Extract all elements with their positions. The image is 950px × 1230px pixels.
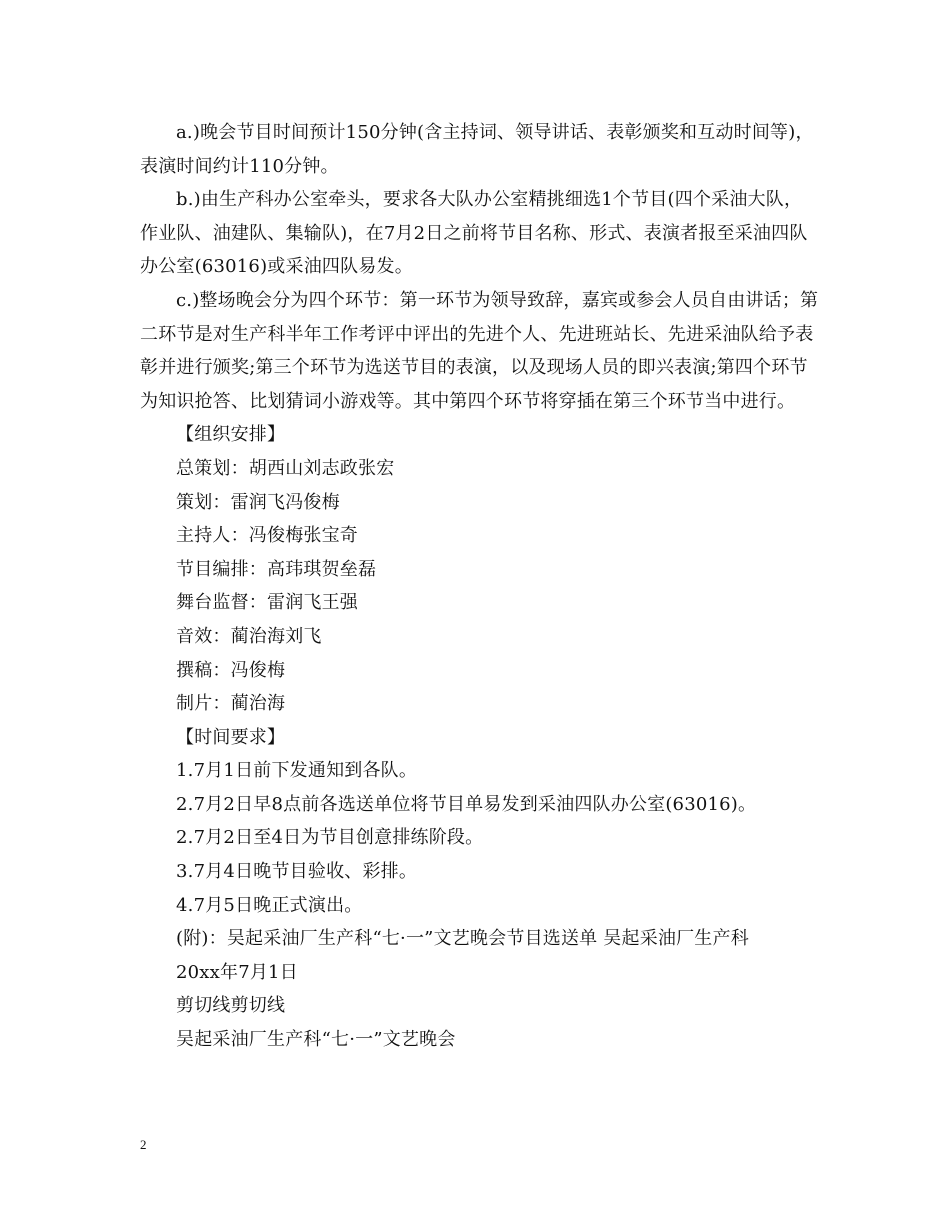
schedule-item: 1.7月1日前下发通知到各队。: [176, 760, 418, 782]
schedule-item: 2.7月2日早8点前各选送单位将节目单易发到采油四队办公室(63016)。: [176, 793, 757, 815]
organization-item-script-writer: 撰稿：冯俊梅: [176, 659, 286, 681]
cut-line: 剪切线剪切线: [176, 995, 286, 1017]
schedule-item: 2.7月2日至4日为节目创意排练阶段。: [176, 827, 484, 849]
paragraph-c: c.)整场晚会分为四个环节：第一环节为领导致辞，嘉宾或参会人员自由讲话；第二环节是对生产科半年工作考评中评出的先进个人、先进班站长、先进采油队给予表彰并进行颁奖;第三个环节为选送节目的表演，以及现场人员的即兴表演;第四个环节为知识抢答、比划猜词小游戏等。其中第四个环节将穿插在第三个环节当中进行。: [140, 289, 819, 412]
paragraph-a: a.)晚会节目时间预计150分钟(含主持词、领导讲话、表彰颁奖和互动时间等)，表演时间约计110分钟。: [140, 122, 814, 177]
organization-item-host: 主持人：冯俊梅张宝奇: [176, 525, 358, 547]
attachment-line: (附)：吴起采油厂生产科“七·一”文艺晚会节目选送单 吴起采油厂生产科: [176, 928, 749, 950]
organization-item-stage-supervisor: 舞台监督：雷润飞王强: [176, 592, 358, 614]
gala-title-line: 吴起采油厂生产科“七·一”文艺晚会: [176, 1029, 456, 1051]
organization-item-planner: 策划：雷润飞冯俊梅: [176, 491, 340, 513]
schedule-item: 4.7月5日晚正式演出。: [176, 894, 363, 916]
organization-item-chief-planner: 总策划：胡西山刘志政张宏: [176, 457, 395, 479]
organization-heading: 【组织安排】: [176, 424, 286, 446]
organization-item-producer: 制片：蔺治海: [176, 693, 286, 715]
organization-item-sound-effects: 音效：蔺治海刘飞: [176, 625, 322, 647]
schedule-heading: 【时间要求】: [176, 726, 286, 748]
date-line: 20xx年7月1日: [176, 961, 298, 983]
page-number: 2: [140, 1137, 147, 1152]
organization-item-program-arrangement: 节目编排：高玮琪贺垒磊: [176, 558, 377, 580]
document-body: [140, 116, 820, 1057]
schedule-item: 3.7月4日晚节目验收、彩排。: [176, 861, 418, 883]
paragraph-b: b.)由生产科办公室牵头，要求各大队办公室精挑细选1个节目(四个采油大队，作业队、油建队、集输队)，在7月2日之前将节目名称、形式、表演者报至采油四队办公室(63016)或采油四队易发。: [140, 189, 808, 278]
